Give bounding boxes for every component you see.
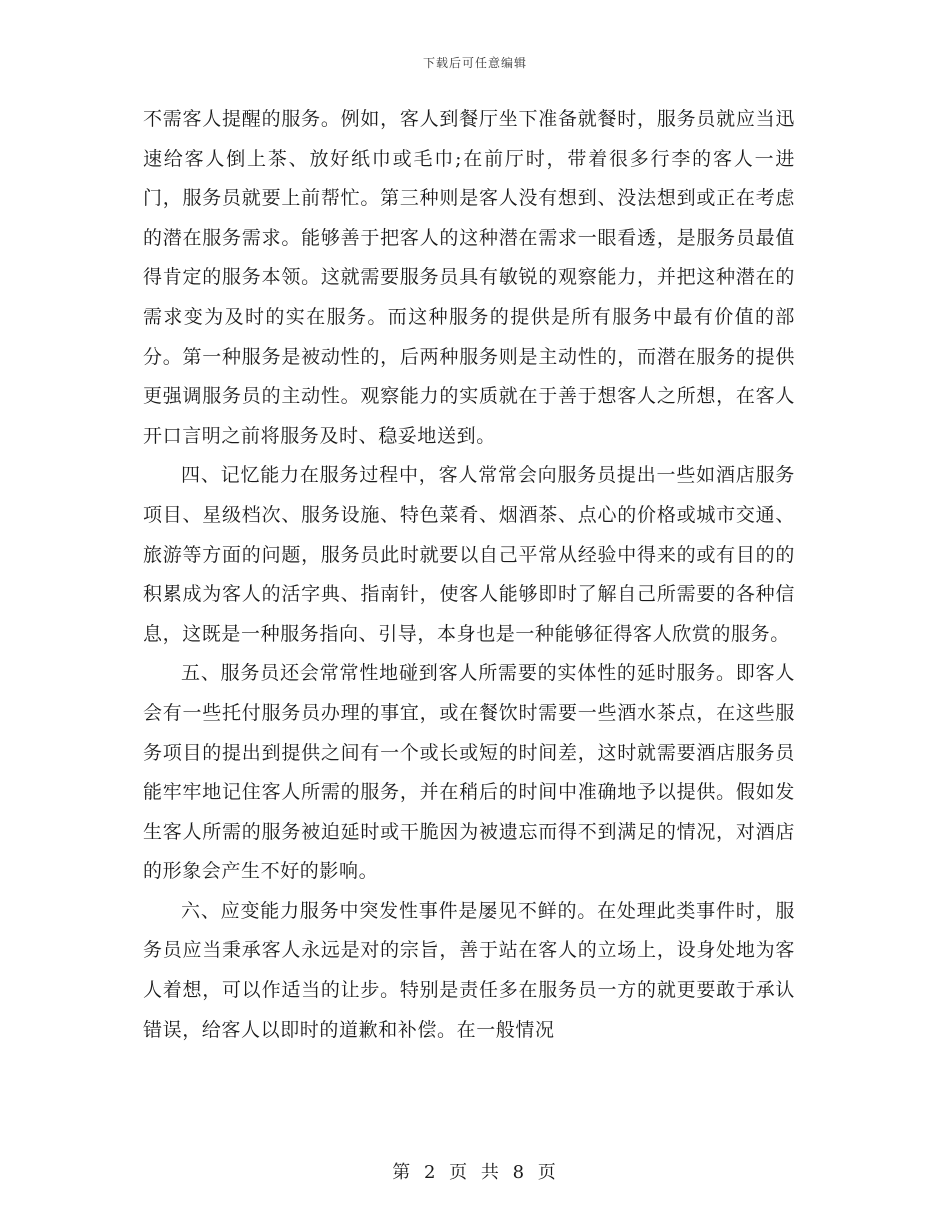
paragraph-continuation: 不需客人提醒的服务。例如，客人到餐厅坐下准备就餐时，服务员就应当迅速给客人倒上茶、放好纸巾或毛巾;在前厅时，带着很多行李的客人一进门，服务员就要上前帮忙。第三种则是客人没有想到、没法想到或正在考虑的潜在服务需求。能够善于把客人的这种潜在需求一眼看透，是服务员最值得肯定的服务本领。这就需要服务员具有敏锐的观察能力，并把这种潜在的需求变为及时的实在服务。而这种服务的提供是所有服务中最有价值的部分。第一种服务是被动性的，后两种服务则是主动性的，而潜在服务的提供更强调服务员的主动性。观察能力的实质就在于善于想客人之所想，在客人开口言明之前将服务及时、稳妥地送到。 (143, 108, 795, 447)
paragraph-delayed-service: 五、服务员还会常常性地碰到客人所需要的实体性的延时服务。即客人会有一些托付服务员办理的事宜，或在餐饮时需要一些酒水茶点，在这些服务项目的提出到提供之间有一个或长或短的时间差，这时就需要酒店服务员能牢牢地记住客人所需的服务，并在稍后的时间中准确地予以提供。假如发生客人所需的服务被迫延时或干脆因为被遗忘而得不到满足的情况，对酒店的形象会产生不好的影响。 (143, 662, 795, 883)
page-header: 下载后可任意编辑 (422, 56, 527, 70)
page-number-footer: 第 2 页 共 8 页 (392, 1162, 558, 1183)
document-body (143, 100, 795, 1050)
paragraph-memory-ability: 四、记忆能力在服务过程中，客人常常会向服务员提出一些如酒店服务项目、星级档次、服务设施、特色菜肴、烟酒茶、点心的价格或城市交通、旅游等方面的问题，服务员此时就要以自己平常从经验中得来的或有目的的积累成为客人的活字典、指南针，使客人能够即时了解自己所需要的各种信息，这既是一种服务指向、引导，本身也是一种能够征得客人欣赏的服务。 (143, 464, 795, 645)
paragraph-adaptability: 六、应变能力服务中突发性事件是屡见不鲜的。在处理此类事件时，服务员应当秉承客人永远是对的宗旨，善于站在客人的立场上，设身处地为客人着想，可以作适当的让步。特别是责任多在服务员一方的就更要敢于承认错误，给客人以即时的道歉和补偿。在一般情况 (143, 899, 795, 1041)
